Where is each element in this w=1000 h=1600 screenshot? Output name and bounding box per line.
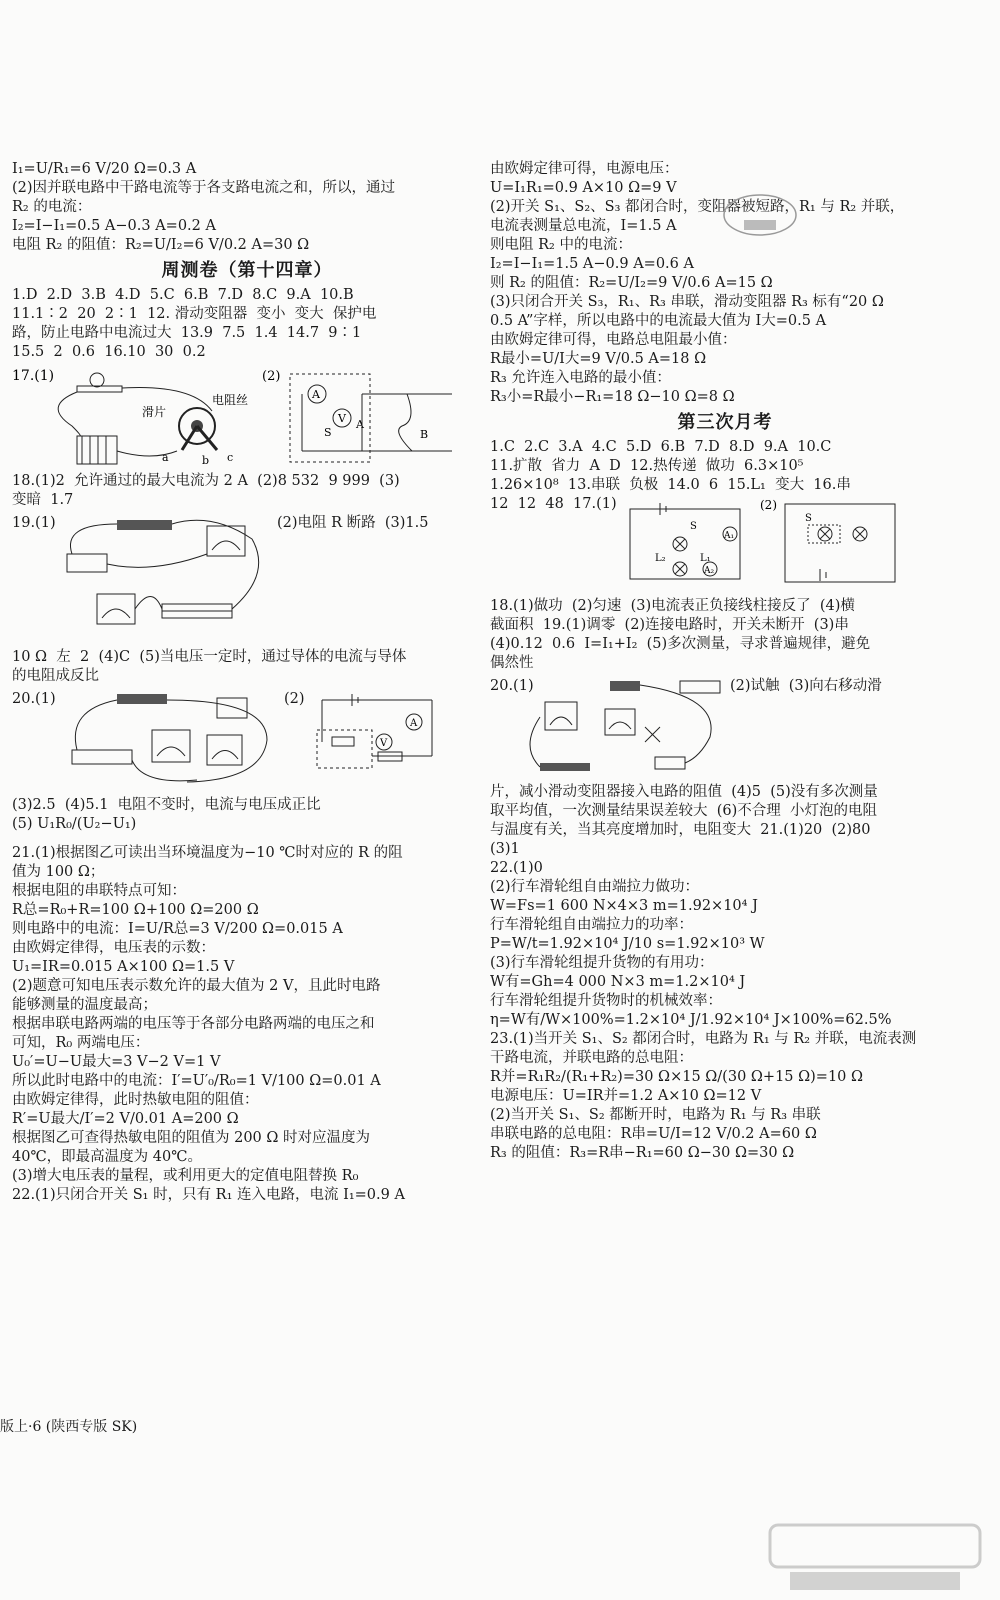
r20-figure — [490, 677, 960, 777]
q19-side-text: (2)电阻 R 断路 (3)1.5 — [277, 515, 429, 531]
solution-line: U₀′=U−U最大=3 V−2 V=1 V — [12, 1054, 221, 1070]
svg-text:L₁: L₁ — [700, 553, 711, 564]
solution-line: R最小=U/I大=9 V/0.5 A=18 Ω — [490, 351, 707, 367]
answer-line: 1.C 2.C 3.A 4.C 5.D 6.B 7.D 8.D 9.A 10.C — [490, 439, 832, 455]
solution-line: 由欧姆定律可得，电源电压： — [490, 161, 679, 177]
answer-line: 12 12 48 17.(1) — [490, 496, 617, 512]
solution-line: 取平均值，一次测量结果误差较大 (6)不合理 小灯泡的电阻 — [490, 803, 877, 819]
answer-line: (3)2.5 (4)5.1 电阻不变时，电流与电压成正比 — [12, 797, 321, 813]
answer-line: 11.扩散 省力 A D 12.热传递 做功 6.3×10⁵ — [490, 458, 804, 474]
solution-line: I₂=I−I₁=1.5 A−0.9 A=0.6 A — [490, 256, 694, 272]
solution-line: 干路电流，并联电路的总电阻： — [490, 1050, 693, 1066]
q19-label: 19.(1) — [12, 515, 56, 531]
watermark-logo — [760, 1520, 990, 1595]
r20-side-text: (2)试触 (3)向右移动滑 — [730, 678, 882, 694]
svg-text:电阻丝: 电阻丝 — [212, 393, 249, 407]
solution-line: 串联电路的总电阻：R串=U/I=12 V/0.2 A=60 Ω — [490, 1126, 817, 1142]
solution-line: 21.(1)根据图乙可读出当环境温度为−10 ℃时对应的 R 的阻 — [12, 845, 403, 861]
answer-line: 1.D 2.D 3.B 4.D 5.C 6.B 7.D 8.C 9.A 10.B — [12, 287, 354, 303]
solution-line: 40℃，即最高温度为 40℃。 — [12, 1149, 202, 1165]
svg-text:A₁: A₁ — [724, 531, 735, 541]
q20-figure — [12, 690, 482, 790]
solution-line: 所以此时电路中的电流：I′=U′₀/R₀=1 V/100 Ω=0.01 A — [12, 1073, 381, 1089]
solution-line: 能够测量的温度最高； — [12, 997, 157, 1013]
text-line: R₂ 的电流： — [12, 199, 92, 215]
solution-line: 根据电阻的串联特点可知： — [12, 883, 186, 899]
solution-line: (3)1 — [490, 841, 520, 857]
solution-line: 可知，R₀ 两端电压： — [12, 1035, 150, 1051]
q20-label: 20.(1) — [12, 691, 56, 707]
svg-text:S: S — [690, 521, 697, 532]
solution-line: η=W有/W×100%=1.2×10⁴ J/1.92×10⁴ J×100%=62.5% — [490, 1012, 892, 1028]
solution-line: 根据串联电路两端的电压等于各部分电路两端的电压之和 — [12, 1016, 375, 1032]
svg-text:c: c — [227, 451, 234, 464]
left-column — [12, 160, 482, 1205]
experiment-diagram — [520, 677, 725, 777]
left-intro — [12, 160, 482, 255]
solution-line: 行车滑轮组自由端拉力的功率： — [490, 917, 693, 933]
svg-text:滑片: 滑片 — [142, 405, 167, 419]
page-footer: 版上·6 (陕西专版 SK) — [0, 1419, 138, 1435]
circuit-diagram — [12, 366, 482, 466]
solution-line: (3)增大电压表的量程，或利用更大的定值电阻替换 R₀ — [12, 1168, 359, 1184]
solution-line: R₃ 允许连入电路的最小值： — [490, 370, 671, 386]
stamp-icon — [720, 190, 800, 240]
solution-line: 值为 100 Ω； — [12, 864, 105, 880]
solution-line: R并=R₁R₂/(R₁+R₂)=30 Ω×15 Ω/(30 Ω+15 Ω)=10 Ω — [490, 1069, 864, 1085]
solution-line: R′=U最大/I′=2 V/0.01 A=200 Ω — [12, 1111, 239, 1127]
section-title: 周测卷（第十四章） — [161, 260, 333, 281]
q17-label: 17.(1) — [12, 368, 55, 384]
solution-line: (2)当开关 S₁、S₂ 都断开时，电路为 R₁ 与 R₃ 串联 — [490, 1107, 821, 1123]
q19-figure — [12, 514, 482, 642]
text-line: I₂=I−I₁=0.5 A−0.3 A=0.2 A — [12, 218, 216, 234]
svg-text:V: V — [338, 412, 346, 425]
svg-text:B: B — [420, 428, 429, 441]
right-column — [490, 160, 960, 1163]
solution-line: U₁=IR=0.015 A×100 Ω=1.5 V — [12, 959, 235, 975]
answer-line: 18.(1)2 允许通过的最大电流为 2 A (2)8 532 9 999 (3) — [12, 473, 400, 489]
svg-text:a: a — [162, 451, 169, 464]
experiment-diagram — [52, 514, 272, 642]
section-title: 第三次月考 — [677, 412, 773, 433]
svg-text:A: A — [356, 418, 364, 431]
svg-text:S: S — [324, 426, 332, 439]
answer-line: 偶然性 — [490, 655, 534, 671]
svg-text:A: A — [410, 718, 418, 729]
q21-solution — [12, 844, 482, 1205]
answer-line: 15.5 2 0.6 16.10 30 0.2 — [12, 344, 206, 360]
solution-line: (2)开关 S₁、S₂、S₃ 都闭合时，变阻器被短路，R₁ 与 R₂ 并联， — [490, 199, 905, 215]
svg-text:S: S — [805, 513, 812, 524]
solution-line: 则 R₂ 的阻值：R₂=U/I₂=9 V/0.6 A=15 Ω — [490, 275, 773, 291]
solution-line: 片，减小滑动变阻器接入电路的阻值 (4)5 (5)没有多次测量 — [490, 784, 878, 800]
answer-line: 1.26×10⁸ 13.串联 负极 14.0 6 15.L₁ 变大 16.串 — [490, 477, 851, 493]
solution-line: 电流表测量总电流，I=1.5 A — [490, 218, 677, 234]
svg-text:b: b — [202, 454, 210, 466]
solution-line: 0.5 A”字样，所以电路中的电流最大值为 I大=0.5 A — [490, 313, 827, 329]
svg-text:(2): (2) — [262, 369, 281, 384]
text-line: (2)因并联电路中干路电流等于各支路电流之和，所以，通过 — [12, 180, 396, 196]
answer-line: (5) U₁R₀/(U₂−U₁) — [12, 816, 137, 832]
r20-label: 20.(1) — [490, 678, 534, 694]
experiment-diagram — [57, 690, 277, 790]
svg-text:L₂: L₂ — [655, 553, 666, 564]
solution-line: 则电阻 R₂ 中的电流： — [490, 237, 632, 253]
solution-line: 23.(1)当开关 S₁、S₂ 都闭合时，电路为 R₁ 与 R₂ 并联，电流表测 — [490, 1031, 917, 1047]
solution-line: R₃ 的阻值：R₃=R串−R₁=60 Ω−30 Ω=30 Ω — [490, 1145, 795, 1161]
answer-line: 的电阻成反比 — [12, 668, 99, 684]
svg-text:V: V — [380, 738, 388, 749]
solution-line: (3)行车滑轮组提升货物的有用功： — [490, 955, 714, 971]
circuit-diagram — [620, 499, 910, 589]
solution-line: 22.(1)0 — [490, 860, 543, 876]
solution-line: (2)行车滑轮组自由端拉力做功： — [490, 879, 700, 895]
svg-text:(2): (2) — [760, 499, 777, 512]
solution-line: 行车滑轮组提升货物时的机械效率： — [490, 993, 722, 1009]
text-line: 电阻 R₂ 的阻值：R₂=U/I₂=6 V/0.2 A=30 Ω — [12, 237, 310, 253]
solution-line: R总=R₀+R=100 Ω+100 Ω=200 Ω — [12, 902, 259, 918]
solution-line: R₃小=R最小−R₁=18 Ω−10 Ω=8 Ω — [490, 389, 735, 405]
answer-line: 截面积 19.(1)调零 (2)连接电路时，开关未断开 (3)串 — [490, 617, 849, 633]
r20-onward — [490, 783, 960, 1163]
q20-side-label: (2) — [284, 691, 305, 707]
circuit-diagram — [312, 692, 442, 772]
answer-line: 变暗 1.7 — [12, 492, 74, 508]
svg-text:A₂: A₂ — [704, 566, 715, 576]
solution-line: (2)题意可知电压表示数允许的最大值为 2 V，且此时电路 — [12, 978, 381, 994]
solution-line: 则电路中的电流：I=U/R总=3 V/200 Ω=0.015 A — [12, 921, 343, 937]
answer-line: (4)0.12 0.6 I=I₁+I₂ (5)多次测量，寻求普遍规律，避免 — [490, 636, 871, 652]
solution-line: 由欧姆定律可得，电路总电阻最小值： — [490, 332, 737, 348]
solution-line: 由欧姆定律得，此时热敏电阻的阻值： — [12, 1092, 259, 1108]
solution-line: 根据图乙可查得热敏电阻的阻值为 200 Ω 时对应温度为 — [12, 1130, 371, 1146]
answer-line: 10 Ω 左 2 (4)C (5)当电压一定时，通过导体的电流与导体 — [12, 649, 407, 665]
solution-line: (3)只闭合开关 S₃，R₁、R₃ 串联，滑动变阻器 R₃ 标有“20 Ω — [490, 294, 884, 310]
solution-line: W=Fs=1 600 N×4×3 m=1.92×10⁴ J — [490, 898, 758, 914]
solution-line: 电源电压：U=IR并=1.2 A×10 Ω=12 V — [490, 1088, 762, 1104]
solution-line: U=I₁R₁=0.9 A×10 Ω=9 V — [490, 180, 677, 196]
solution-line: 22.(1)只闭合开关 S₁ 时，只有 R₁ 连入电路，电流 I₁=0.9 A — [12, 1187, 405, 1203]
q17-figure — [12, 366, 482, 466]
answer-line: 11.1∶2 20 2∶1 12. 滑动变阻器 变小 变大 保护电 — [12, 306, 377, 322]
solution-line: 由欧姆定律得，电压表的示数： — [12, 940, 215, 956]
text-line: I₁=U/R₁=6 V/20 Ω=0.3 A — [12, 161, 197, 177]
solution-line: W有=Gh=4 000 N×3 m=1.2×10⁴ J — [490, 974, 746, 990]
answer-line: 路，防止电路中电流过大 13.9 7.5 1.4 14.7 9∶1 — [12, 325, 362, 341]
solution-line: P=W/t=1.92×10⁴ J/10 s=1.92×10³ W — [490, 936, 765, 952]
svg-text:A: A — [312, 388, 320, 401]
r17-figure — [490, 495, 960, 591]
answer-line: 18.(1)做功 (2)匀速 (3)电流表正负接线柱接反了 (4)横 — [490, 598, 855, 614]
solution-line: 与温度有关，当其亮度增加时，电阻变大 21.(1)20 (2)80 — [490, 822, 871, 838]
